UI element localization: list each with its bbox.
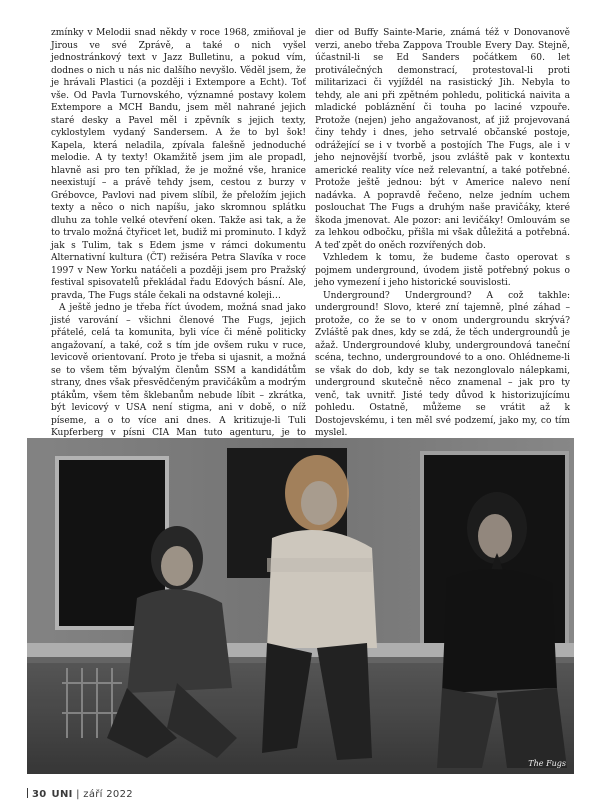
- page-footer: [27, 788, 133, 800]
- band-photo-illustration: [27, 438, 574, 774]
- paragraph: A ještě jedno je třeba říct úvodem, možná snad jako jisté varování – všichni členové The Fugs, jejich přátelé, celá ta komunita, byli více či méně politicky angažovaní, a také, což s tím jde ovšem ruku v ruce, levicově orientovaní. Proto je třeba si ujasnit, a možná se to všem těm bývalým členům SSM a kandidátům strany, dnes však přesvědčeným pravičákům a modrým ptákům, všem těm šklebanům nebude líbit – zkrátka, být levicový v USA není stigma, ani v době, o níž píseme, a o to více ani dnes. A kritizuje-li Tuli Kupferberg v písni CIA Man tuto agenturu, je to: [51, 303, 306, 438]
- paragraph: dier od Buffy Sainte-Marie, známá též v Donovanově verzi, anebo třeba Zappova Trouble Every Day. Stejně, účastnil-li se Ed Sanders počátkem 60. let protiválečných demonstrací, protestoval-li proti militarizaci či vyjíždél na rasistický Jih. Nebyla to tehdy, ale ani při zpětném pohledu, politická naivita a mladické pobláznění či touha po laciné vzpouře. Protože (nejen) jeho angažovanost, ať již projevovaná činy tehdy i dnes, jeho setrvalé občanské postoje, odrážející se i v tvorbě a postojích The Fugs, ale i v jeho nejnovější tvorbě, jsou zvláště pak v kontextu americké reality více než relevantní, a také potřebné. Protože ještě jednou: být v Americe nalevo není nadávka. A popravdě řečeno, nelze jedním uchem poslouchat The Fugs a druhým naše pravičáky, které škoda jmenovat. Ale pozor: ani levičáky! Omlouvám se za lehkou odbočku, přišla mi však důležitá a potřebná. A teď zpět do oněch rozvířených dob.: [315, 28, 570, 251]
- magazine-name: UNI: [51, 789, 73, 800]
- photo-caption: The Fugs: [528, 759, 566, 768]
- footer-divider-bar: |: [76, 789, 80, 800]
- paragraph: zmínky v Melodii snad někdy v roce 1968, zmiňoval je Jirous ve své Zprávě, a také o nich vyšel jednostránkový text v Jazz Bulletinu, a pokud vím, dodnes o nich u nás nic dalšího nevyšlo. Věděl jsem, že je hrávali Plastici (a později i Extempore a Echt). Toť vše. Od Pavla Turnovského, významné postavy kolem Extempore a MCH Bandu, jsem měl nahrané jejich staré desky a Pavel měl i zpěvník s jejich texty, cyklostylem vydaný Sandersem. A že to byl šok! Kapela, která neladila, zpívala falešně jednoduché melodie. A ty texty! Okamžitě jsem jim ale propadl, hlavně asi pro ten příklad, že je možné vše, hranice neexistují – a právě tehdy jsem, cestou z burzy v Grébovce, Pavlovi nad pivem slíbil, že přeložím jejich texty a něco o nich napíšu, jako skromnou splátku dluhu za tohle velké otevření oken. Takže asi tak, a že to trvalo možná čtyřicet let, budiž mi prominuto. I když jak s Tulim, tak s Edem jsme v rámci dokumentu Alternativní kultura (ČT) režiséra Petra Slavíka v roce 1997 v New Yorku natáčeli a později jsem pro Pražský festival spisovatelů překládal řadu Edových básní. Ale, pravda, The Fugs stále čekali na odstavné koleji…: [51, 28, 306, 301]
- issue-date: září 2022: [83, 789, 133, 800]
- page-number: 30: [32, 789, 47, 800]
- footer-divider: [27, 788, 28, 798]
- paragraph: Vzhledem k tomu, že budeme často operovat s pojmem underground, úvodem jistě potřebný pokus o jeho vymezení i jeho historické souvislosti.: [315, 253, 570, 288]
- band-photo: [27, 438, 574, 774]
- paragraph: Underground? Underground? A což takhle: underground! Slovo, které zní tajemně, plné záhad – protože, co že se to v onom undergroundu skrývá? Zvláště pak dnes, kdy se zdá, že těch undergroundů je ažaž. Undergroundové kluby, undergroundová taneční scéna, techno, undergroundové to a ono. Ohlédneme-li se však do dob, kdy se tak nezonglovalo nálepkami, underground skutečně něco znamenal – jak pro ty venč, tak uvnitř. Jisté tedy důvod k historizujícímu pohledu. Ostatně, můžeme se vrátit až k Dostojevskému, i ten měl své podzemí, jako my, co tím myslel.: [315, 290, 570, 438]
